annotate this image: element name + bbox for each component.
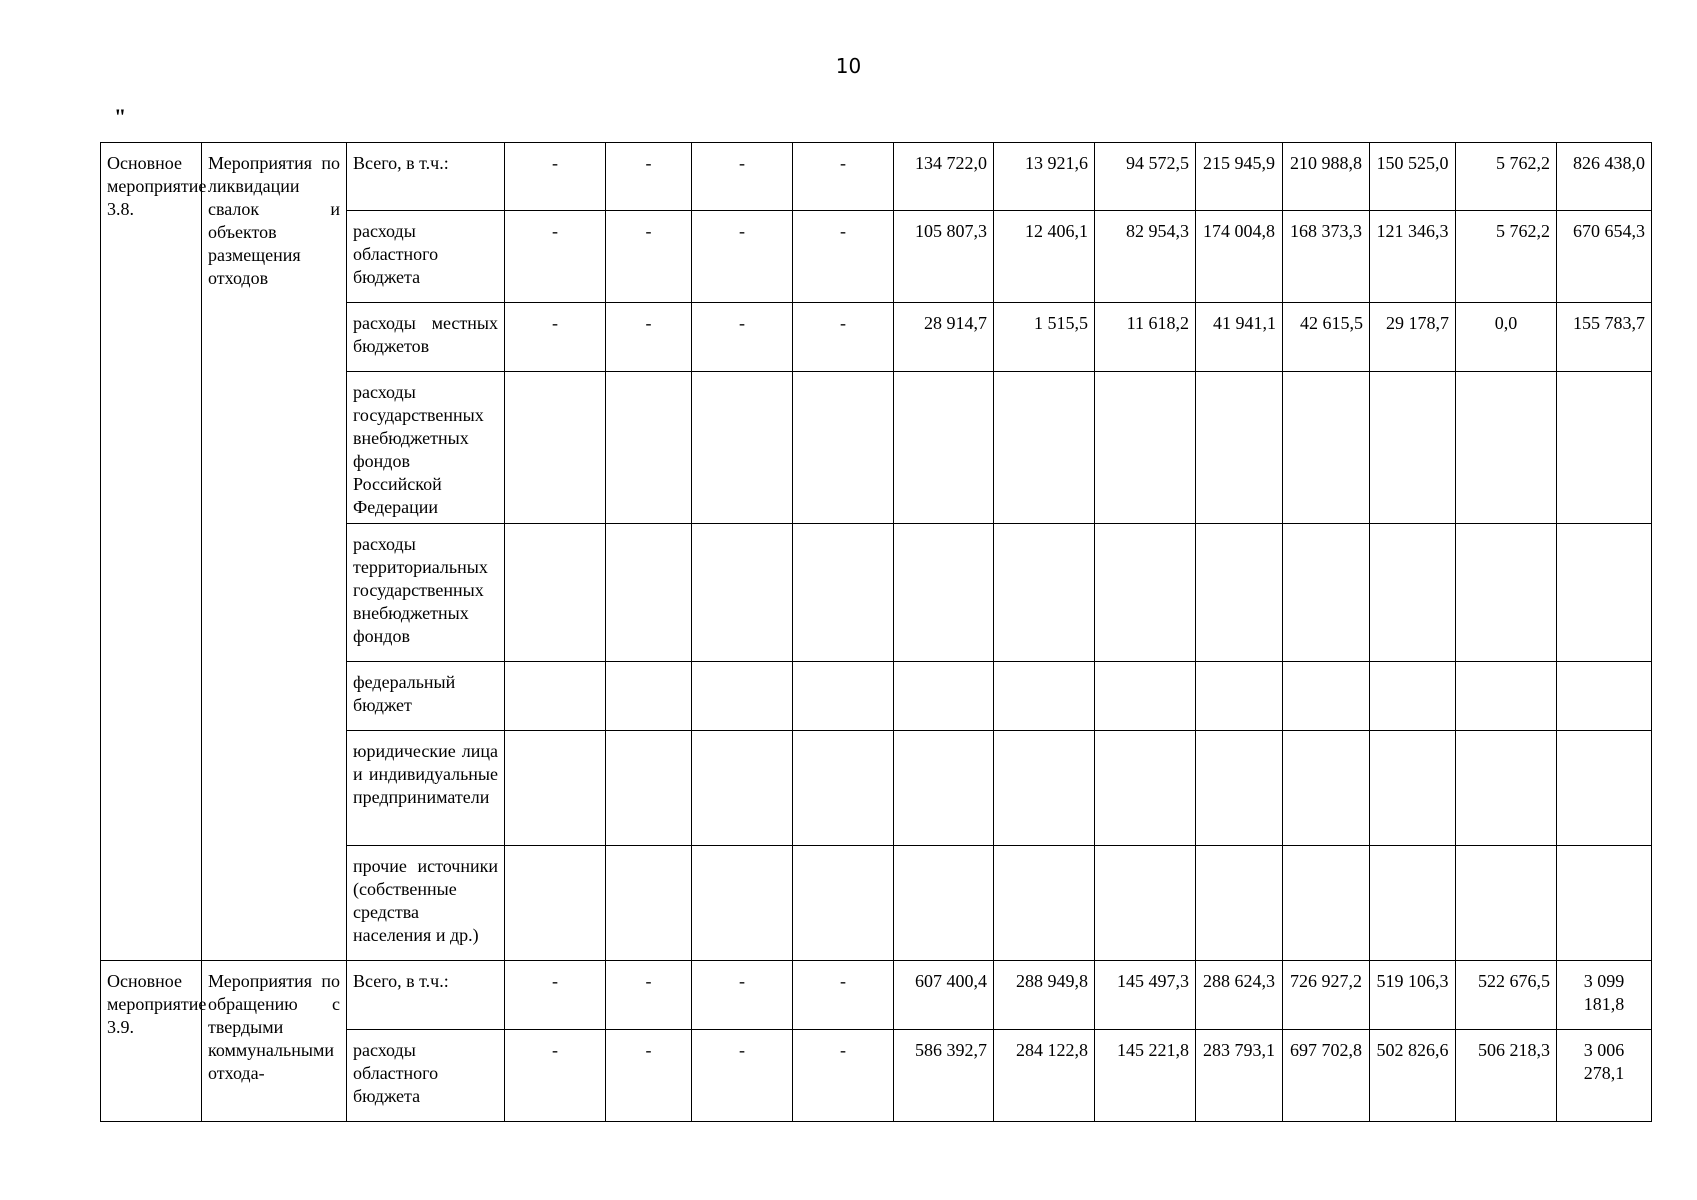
main-event-cell: Основное мероприятие 3.8. [101, 143, 202, 961]
value-cell: - [505, 961, 606, 1030]
value-cell: 134 722,0 [894, 143, 994, 211]
value-cell [1095, 372, 1196, 524]
value-cell: 670 654,3 [1557, 211, 1652, 303]
value-cell [1283, 662, 1370, 731]
value-cell: 215 945,9 [1196, 143, 1283, 211]
value-cell: 41 941,1 [1196, 303, 1283, 372]
value-cell: 288 949,8 [994, 961, 1095, 1030]
value-cell [1456, 524, 1557, 662]
value-cell: 0,0 [1456, 303, 1557, 372]
value-cell [894, 372, 994, 524]
value-cell [1196, 662, 1283, 731]
value-cell [1283, 524, 1370, 662]
value-cell: - [606, 961, 692, 1030]
value-cell: - [505, 143, 606, 211]
value-cell [793, 372, 894, 524]
event-name-cell: Мероприятия по обращению с твердыми коммунальными отхода- [202, 961, 347, 1122]
value-cell [1557, 372, 1652, 524]
value-cell [793, 662, 894, 731]
value-cell [1456, 662, 1557, 731]
quote-mark: " [114, 104, 127, 129]
value-cell [994, 524, 1095, 662]
value-cell [1456, 731, 1557, 846]
value-cell: 586 392,7 [894, 1030, 994, 1122]
value-cell: 42 615,5 [1283, 303, 1370, 372]
value-cell: 288 624,3 [1196, 961, 1283, 1030]
main-event-cell: Основное мероприятие 3.9. [101, 961, 202, 1122]
value-cell [606, 524, 692, 662]
value-cell: 174 004,8 [1196, 211, 1283, 303]
value-cell [606, 731, 692, 846]
value-cell [1196, 372, 1283, 524]
value-cell: 12 406,1 [994, 211, 1095, 303]
value-cell [1370, 662, 1456, 731]
value-cell [1283, 372, 1370, 524]
value-cell: - [505, 211, 606, 303]
value-cell [1456, 372, 1557, 524]
value-cell: - [505, 1030, 606, 1122]
value-cell [994, 662, 1095, 731]
value-cell: - [606, 143, 692, 211]
value-cell: 29 178,7 [1370, 303, 1456, 372]
value-cell: 145 221,8 [1095, 1030, 1196, 1122]
value-cell: 5 762,2 [1456, 143, 1557, 211]
value-cell [1283, 846, 1370, 961]
value-cell [1370, 524, 1456, 662]
value-cell [1557, 662, 1652, 731]
value-cell [606, 662, 692, 731]
source-cell: юридические лица и индивидуальные предприниматели [347, 731, 505, 846]
value-cell [1095, 524, 1196, 662]
value-cell: 1 515,5 [994, 303, 1095, 372]
value-cell: 726 927,2 [1283, 961, 1370, 1030]
value-cell: 94 572,5 [1095, 143, 1196, 211]
value-cell: 5 762,2 [1456, 211, 1557, 303]
table-row [101, 143, 1652, 211]
value-cell [692, 731, 793, 846]
value-cell: - [793, 303, 894, 372]
value-cell [1557, 524, 1652, 662]
value-cell: 519 106,3 [1370, 961, 1456, 1030]
value-cell: 522 676,5 [1456, 961, 1557, 1030]
value-cell: 502 826,6 [1370, 1030, 1456, 1122]
page-number: 10 [835, 54, 862, 78]
source-cell: расходы местных бюджетов [347, 303, 505, 372]
value-cell: 28 914,7 [894, 303, 994, 372]
value-cell [894, 846, 994, 961]
value-cell: 82 954,3 [1095, 211, 1196, 303]
value-cell [1196, 846, 1283, 961]
value-cell: 697 702,8 [1283, 1030, 1370, 1122]
value-cell [894, 731, 994, 846]
value-cell [1283, 731, 1370, 846]
value-cell: - [793, 143, 894, 211]
value-cell: 150 525,0 [1370, 143, 1456, 211]
value-cell [1370, 372, 1456, 524]
value-cell: 121 346,3 [1370, 211, 1456, 303]
value-cell [1095, 662, 1196, 731]
value-cell [1370, 731, 1456, 846]
value-cell: - [606, 303, 692, 372]
source-cell: расходы государственных внебюджетных фондов Российской Федерации [347, 372, 505, 524]
value-cell [994, 372, 1095, 524]
value-cell: 145 497,3 [1095, 961, 1196, 1030]
value-cell [793, 731, 894, 846]
value-cell: - [606, 1030, 692, 1122]
value-cell: - [692, 961, 793, 1030]
source-cell: федеральный бюджет [347, 662, 505, 731]
value-cell [505, 846, 606, 961]
value-cell: 210 988,8 [1283, 143, 1370, 211]
value-cell: 607 400,4 [894, 961, 994, 1030]
value-cell [606, 846, 692, 961]
value-cell: 283 793,1 [1196, 1030, 1283, 1122]
value-cell: 826 438,0 [1557, 143, 1652, 211]
value-cell [692, 372, 793, 524]
source-cell: Всего, в т.ч.: [347, 961, 505, 1030]
source-cell: расходы областного бюджета [347, 1030, 505, 1122]
value-cell [994, 731, 1095, 846]
source-cell: расходы территориальных государственных внебюджетных фондов [347, 524, 505, 662]
value-cell [994, 846, 1095, 961]
value-cell: 168 373,3 [1283, 211, 1370, 303]
value-cell: - [692, 303, 793, 372]
value-cell [793, 846, 894, 961]
event-name-cell: Мероприятия по ликвидации свалок и объектов размещения отходов [202, 143, 347, 961]
value-cell: 284 122,8 [994, 1030, 1095, 1122]
value-cell: 155 783,7 [1557, 303, 1652, 372]
value-cell [894, 524, 994, 662]
value-cell: - [692, 211, 793, 303]
value-cell [505, 731, 606, 846]
value-cell [1095, 846, 1196, 961]
source-cell: Всего, в т.ч.: [347, 143, 505, 211]
value-cell: 11 618,2 [1095, 303, 1196, 372]
value-cell: 3 006 278,1 [1557, 1030, 1652, 1122]
value-cell [1095, 731, 1196, 846]
value-cell: - [793, 211, 894, 303]
value-cell: - [505, 303, 606, 372]
budget-table [100, 142, 1652, 1122]
value-cell [1196, 524, 1283, 662]
value-cell: - [692, 1030, 793, 1122]
value-cell: 105 807,3 [894, 211, 994, 303]
value-cell [793, 524, 894, 662]
value-cell [1370, 846, 1456, 961]
source-cell: прочие источники (собственные средства населения и др.) [347, 846, 505, 961]
value-cell: - [793, 961, 894, 1030]
value-cell [894, 662, 994, 731]
value-cell [692, 524, 793, 662]
value-cell [1456, 846, 1557, 961]
value-cell [692, 846, 793, 961]
value-cell: 3 099 181,8 [1557, 961, 1652, 1030]
value-cell: - [793, 1030, 894, 1122]
table-row [101, 961, 1652, 1030]
value-cell [606, 372, 692, 524]
value-cell [505, 524, 606, 662]
value-cell [1557, 731, 1652, 846]
value-cell: - [692, 143, 793, 211]
value-cell [505, 662, 606, 731]
value-cell [1196, 731, 1283, 846]
value-cell: 13 921,6 [994, 143, 1095, 211]
source-cell: расходы областного бюджета [347, 211, 505, 303]
value-cell: - [606, 211, 692, 303]
value-cell [692, 662, 793, 731]
value-cell: 506 218,3 [1456, 1030, 1557, 1122]
value-cell [505, 372, 606, 524]
value-cell [1557, 846, 1652, 961]
